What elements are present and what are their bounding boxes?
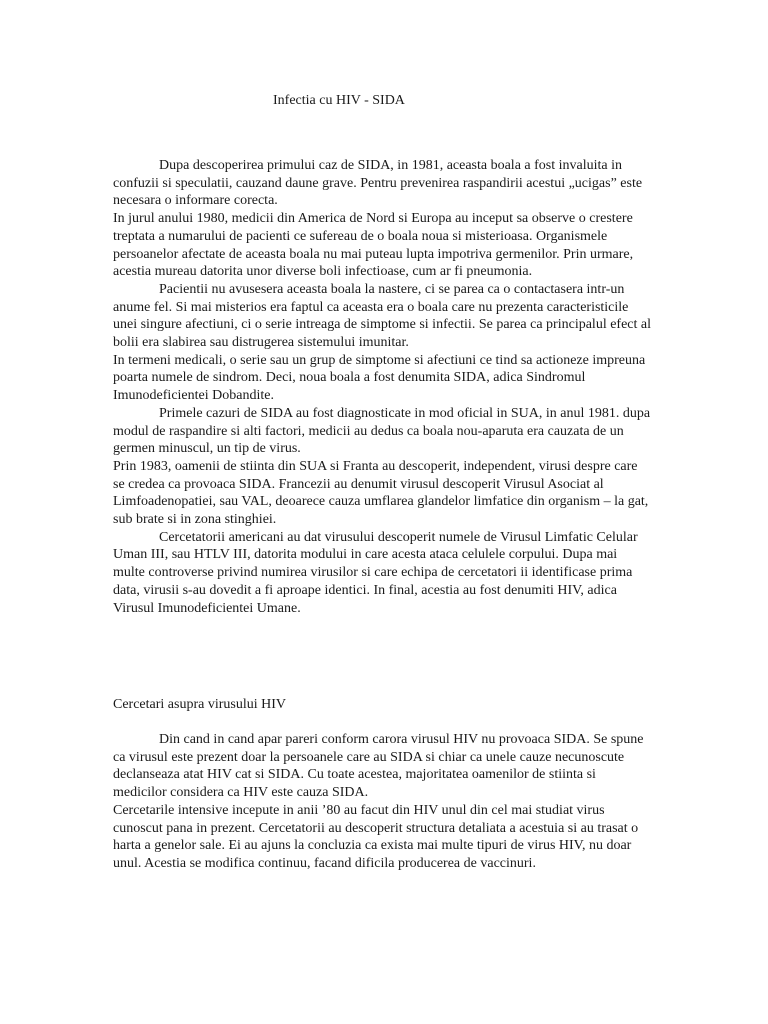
document-title: Infectia cu HIV - SIDA — [273, 93, 405, 108]
paragraph: Din cand in cand apar pareri conform carora virusul HIV nu provoaca SIDA. Se spune ca virusul este prezent doar la persoanele care au SIDA si chiar ca unele cauze necunoscute declanseaza atat HIV cat si SIDA. Cu toate acestea, majoritatea oamenilor de stiinta si medicilor considera ca HIV este cauza SIDA. — [113, 732, 644, 801]
paragraph: Cercetarile intensive incepute in anii ’80 au facut din HIV unul din cel mai studiat virus cunoscut pana in prezent. Cercetatorii au descoperit structura detaliata a acestuia si au trasat o harta a genelor sale. Ei au ajuns la concluzia ca exista mai multe tipuri de virus HIV, nu doar unul. Acestia se modifica continuu, facand dificila producerea de vaccinuri. — [113, 802, 639, 871]
section-heading: Cercetari asupra virusului HIV — [113, 697, 286, 712]
paragraph: Pacientii nu avusesera aceasta boala la nastere, ci se parea ca o contactasera intr-un anume fel. Si mai misterios era faptul ca aceasta era o boala care nu prezenta caracteristicile unei singure afectiuni, ci o serie intreaga de simptome si infectii. Se parea ca principalul efect al bolii era slabirea sau distrugerea sistemului imunitar. — [113, 281, 652, 351]
paragraph: Prin 1983, oamenii de stiinta din SUA si Franta au descoperit, independent, virusi despre care se credea ca provoaca SIDA. Francezii au denumit virusul descoperit Virusul Asociat al Limfoadenopatiei, sau VAL, deoarece cauza umflarea glandelor limfatice din organism – la gat, sub brate si in zona stinghiei. — [113, 458, 649, 528]
section-research — [113, 731, 651, 873]
section-intro — [113, 157, 651, 617]
paragraph: Cercetatorii americani au dat virusului descoperit numele de Virusul Limfatic Celular Uman III, sau HTLV III, datorita modului in care acesta ataca celulele corpului. Dupa mai multe controverse privind numirea virusilor si care echipa de cercetatori ii identificase prima data, virusii s-au dovedit a fi aproape identici. In final, acestia au fost denumiti HIV, adica Virusul Imunodeficientei Umane. — [113, 529, 638, 616]
paragraph: In jurul anului 1980, medicii din America de Nord si Europa au inceput sa observe o crestere treptata a numarului de pacienti ce sufereau de o boala noua si misterioasa. Organismele persoanelor afectate de aceasta boala nu mai puteau lupta impotriva germenilor. Prin urmare, acestia mureau datorita unor diverse boli infectioase, cum ar fi pneumonia. — [113, 211, 634, 280]
paragraph: Dupa descoperirea primului caz de SIDA, in 1981, aceasta boala a fost invaluita in confuzii si speculatii, cauzand daune grave. Pentru prevenirea raspandirii acestui „ucigas” este necesara o informare corecta. — [113, 158, 643, 209]
paragraph: Primele cazuri de SIDA au fost diagnosticate in mod oficial in SUA, in anul 1981. dupa modul de raspandire si alti factori, medicii au dedus ca boala nou-aparuta era cauzata de un germen minuscul, un tip de virus. — [113, 405, 651, 457]
paragraph: In termeni medicali, o serie sau un grup de simptome si afectiuni ce tind sa actioneze impreuna poarta numele de sindrom. Deci, noua boala a fost denumita SIDA, adica Sindromul Imunodeficientei Dobandite. — [113, 352, 646, 404]
